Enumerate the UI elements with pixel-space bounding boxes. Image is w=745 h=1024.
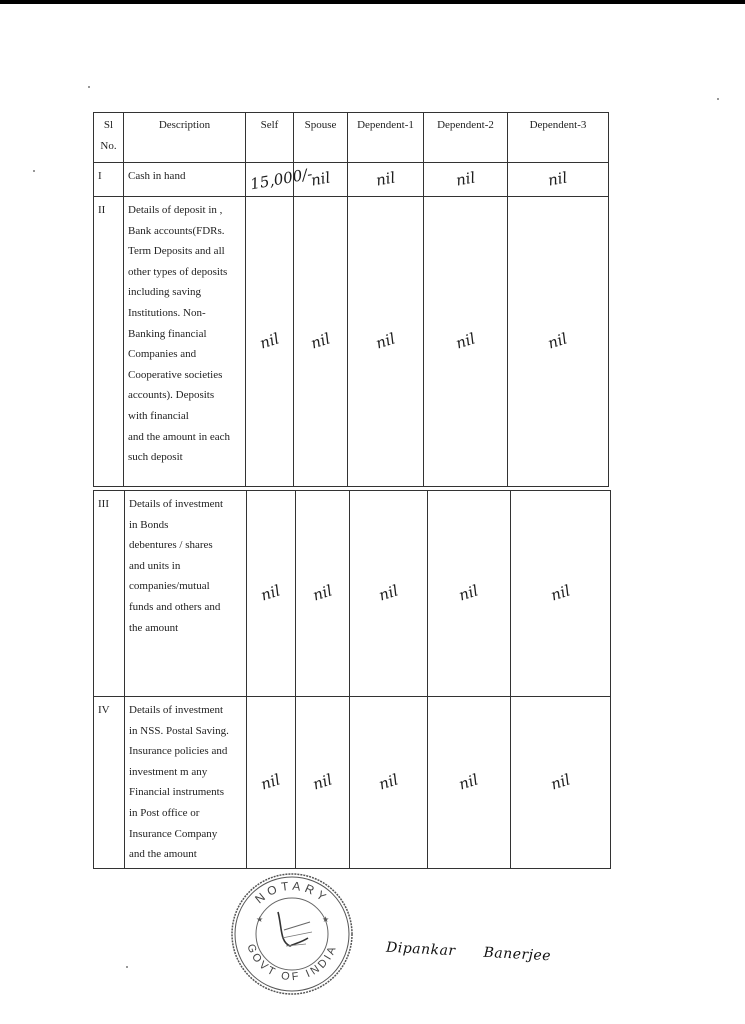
value-dependent-3: [511, 697, 611, 869]
scan-speck: [717, 98, 719, 100]
row-sl-no: II: [94, 197, 124, 487]
handwritten-value: nil: [310, 581, 335, 605]
handwritten-value: nil: [373, 329, 398, 353]
handwritten-value: nil: [376, 581, 401, 605]
stamp-bottom-text: GOVT OF INDIA: [244, 942, 340, 984]
handwritten-value: nil: [548, 770, 573, 794]
handwritten-value: nil: [309, 168, 332, 190]
handwritten-value: nil: [454, 168, 477, 190]
handwritten-value: nil: [548, 581, 573, 605]
row-sl-no: IV: [94, 697, 125, 869]
value-dependent-3: [508, 197, 609, 487]
row-description: [125, 697, 247, 869]
header-spouse: Spouse: [294, 113, 348, 163]
table-row: [94, 697, 611, 869]
value-dependent-2: [424, 163, 508, 197]
handwritten-value: nil: [257, 329, 282, 353]
description-line: Details of investment: [129, 704, 224, 716]
handwritten-value: nil: [258, 770, 283, 794]
handwritten-value: nil: [456, 770, 481, 794]
value-dependent-1: [350, 491, 428, 697]
row-description: [124, 197, 246, 487]
value-dependent-2: [428, 697, 511, 869]
value-spouse: [296, 491, 350, 697]
row-description: [124, 163, 246, 197]
description-line: Details of investment: [129, 498, 224, 510]
description-line: accounts). Deposits: [128, 389, 215, 402]
handwritten-value: 15,000/-: [248, 164, 314, 194]
description-line: including saving: [128, 286, 202, 299]
description-line: Financial instruments: [129, 786, 225, 799]
description-line: with financial: [128, 409, 189, 422]
svg-text:NOTARY: [252, 879, 332, 907]
description-line: Companies and: [128, 348, 197, 361]
header-sl-no: Sl No.: [94, 113, 124, 163]
description-line: investment m any: [129, 765, 208, 778]
description-line: Insurance policies and: [129, 745, 228, 758]
description-line: in Bonds: [129, 518, 169, 531]
row-description: [125, 491, 247, 697]
scan-top-edge: [0, 0, 745, 4]
description-line: such deposit: [128, 451, 183, 464]
description-line: and the amount: [129, 848, 197, 861]
header-description: Description: [124, 113, 246, 163]
handwritten-value: nil: [453, 329, 478, 353]
handwritten-value: nil: [374, 168, 397, 190]
header-dependent-1: Dependent-1: [348, 113, 424, 163]
value-self: [246, 197, 294, 487]
description-line: other types of deposits: [128, 265, 228, 278]
description-line: the amount: [129, 621, 179, 634]
signature: [386, 940, 552, 965]
signature-first-name: Dipankar: [385, 939, 456, 960]
description-line: Details of deposit in ,: [128, 204, 223, 216]
assets-table-part-2: [93, 490, 611, 869]
value-dependent-2: [424, 197, 508, 487]
description-line: Insurance Company: [129, 827, 218, 840]
description-line: Term Deposits and all: [128, 245, 225, 258]
handwritten-value: nil: [310, 770, 335, 794]
value-dependent-3: [511, 491, 611, 697]
description-line: debentures / shares: [129, 539, 213, 552]
value-spouse: [296, 697, 350, 869]
assets-table-part-1: [93, 112, 609, 487]
svg-text:★: ★: [256, 915, 264, 924]
handwritten-value: nil: [545, 329, 570, 353]
description-line: funds and others and: [129, 600, 221, 613]
scan-speck: [88, 86, 90, 88]
handwritten-value: nil: [308, 329, 333, 353]
value-dependent-1: [348, 163, 424, 197]
description-line: and units in: [129, 559, 181, 572]
description-line: Banking financial: [128, 327, 207, 340]
value-self: [247, 697, 296, 869]
header-dependent-3: Dependent-3: [508, 113, 609, 163]
value-self: [247, 491, 296, 697]
value-dependent-1: [350, 697, 428, 869]
header-self: Self: [246, 113, 294, 163]
table-row: [94, 491, 611, 697]
row-sl-no: III: [94, 491, 125, 697]
header-dependent-2: Dependent-2: [424, 113, 508, 163]
handwritten-value: nil: [258, 581, 283, 605]
description-line: and the amount in each: [128, 430, 231, 443]
scan-speck: [126, 966, 128, 968]
table-row: [94, 163, 609, 197]
scan-speck: [33, 170, 35, 172]
value-dependent-1: [348, 197, 424, 487]
description-line: Bank accounts(FDRs.: [128, 224, 225, 237]
svg-text:★: ★: [322, 915, 330, 924]
value-spouse: [294, 197, 348, 487]
description-line: in NSS. Postal Saving.: [129, 724, 229, 737]
signature-last-name: Banerjee: [483, 944, 552, 965]
handwritten-value: nil: [456, 581, 481, 605]
description-line: Cooperative societies: [128, 368, 223, 381]
value-dependent-3: [508, 163, 609, 197]
row-sl-no: I: [94, 163, 124, 197]
description-line: Cash in hand: [128, 170, 186, 182]
description-line: in Post office or: [129, 806, 200, 819]
handwritten-value: nil: [376, 770, 401, 794]
description-line: Institutions. Non-: [128, 306, 206, 319]
description-line: companies/mutual: [129, 580, 210, 593]
stamp-top-text: NOTARY: [252, 878, 332, 907]
value-dependent-2: [428, 491, 511, 697]
value-self: [246, 163, 314, 197]
handwritten-value: nil: [546, 168, 569, 190]
header-row: [94, 113, 609, 163]
table-row: [94, 197, 609, 487]
notary-stamp: [230, 872, 354, 996]
